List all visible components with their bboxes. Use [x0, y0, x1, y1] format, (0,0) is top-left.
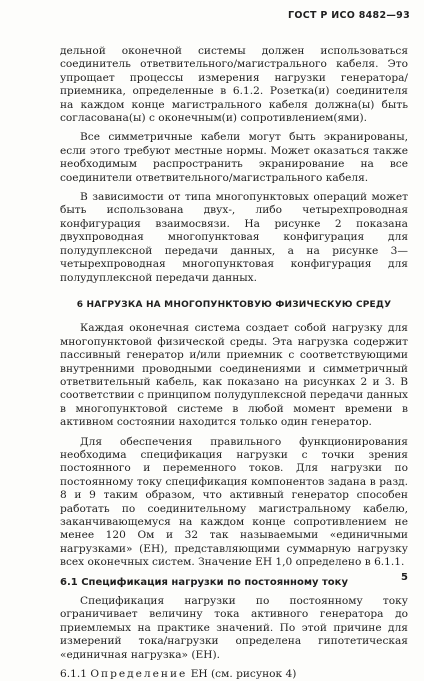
subsection-6-1-1-heading [60, 668, 408, 681]
paragraph-specification: Для обеспечения правильного функционирования необходима спецификация нагрузки с точки зрения постоянного и переменного токов. Для нагрузки по постоянному току спецификация компонентов задана в разд. 8 и 9 таким образом, что активный генератор способен работать по соединительному магистральному кабелю, заканчивающемуся на каждом конце сопротивлением не менее 120 Ом и 32 так называемыми «единичными нагрузками» (ЕН), представляющими суммарную нагрузку всех оконечных систем. Значение ЕН 1,0 определено в 6.1.1. [60, 435, 408, 569]
paragraph-load: Каждая оконечная система создает собой нагрузку для многопунктовой физической среды. Эта нагрузка содержит пассивный генератор и/или приемник с соответствующими внутренними проводными соединениями и симметричный ответвительный кабель, как показано на рисунках 2 и 3. В соответствии с принципом полудуплексной передачи данных в многопунктовой системе в любой момент времени в активном состоянии находится только один генератор. [60, 322, 408, 429]
paragraph-shielding: Все симметричные кабели могут быть экранированы, если этого требуют местные нормы. Может оказаться также необходимым распространить экранирование на все соединители ответвительного/магистрального кабеля. [60, 131, 408, 184]
page-body [60, 45, 408, 681]
paragraph-dc-load: Спецификация нагрузки по постоянному току ограничивает величину тока активного генератора до приемлемых на практике значений. По этой причине для измерений тока/нагрузки определена гипотетическая «единичная нагрузка» (ЕН). [60, 595, 408, 661]
section-6-heading: 6 НАГРУЗКА НА МНОГОПУНКТОВУЮ ФИЗИЧЕСКУЮ СРЕДУ [76, 299, 392, 310]
subsection-number: 6.1.1 [60, 668, 87, 681]
page-number: 5 [401, 572, 408, 583]
paragraph-configuration: В зависимости от типа многопунктовых операций может быть использована двух-, либо четырехпроводная конфигурация взаимосвязи. На рисунке 2 показана двухпроводная многопунктовая конфигурация для полудуплексной передачи данных, а на рисунке 3—четырехпроводная многопунктовая конфигурация для полудуплексной передачи данных. [60, 191, 408, 284]
subsection-definition-word: Определение [90, 668, 188, 681]
subsection-6-1-heading: 6.1 Спецификация нагрузки по постоянному току [60, 576, 348, 588]
standard-header: ГОСТ Р ИСО 8482—93 [287, 10, 410, 21]
subsection-definition-rest: ЕН (см. рисунок 4) [190, 668, 297, 681]
paragraph-continuation: дельной оконечной системы должен использоваться соединитель ответвительного/магистрального кабеля. Это упрощает процессы измерения нагрузки генератора/приемника, определенные в 6.1.2. Розетка(и) соединителя на каждом конце магистрального кабеля должна(ы) быть согласована(ы) с оконечным(и) сопротивлением(ями). [60, 45, 408, 125]
